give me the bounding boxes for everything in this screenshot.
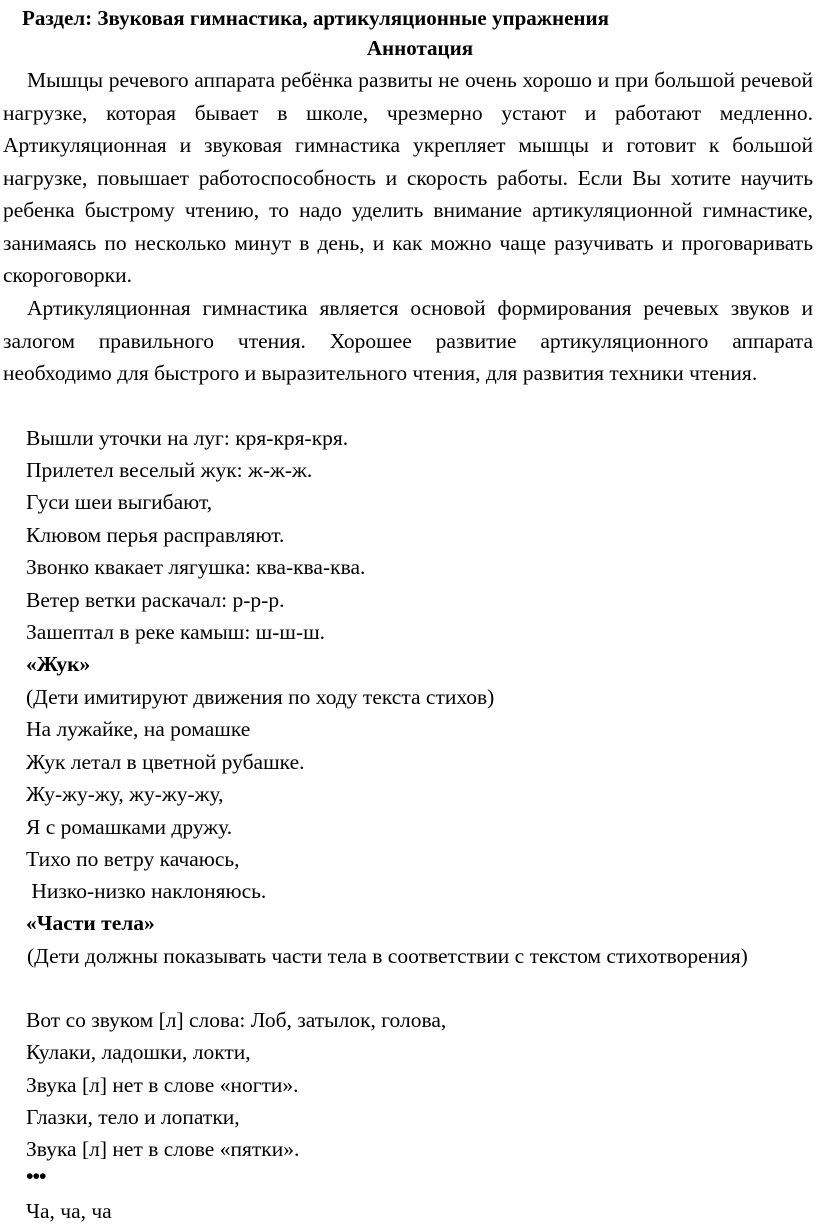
body-parts-line: Вот со звуком [л] слова: Лоб, затылок, голова, (26, 1008, 447, 1032)
body-parts-line: Глазки, тело и лопатки, (26, 1105, 240, 1129)
poem-line: Зашептал в реке камыш: ш-ш-ш. (26, 620, 326, 644)
body-parts-line: Звука [л] нет в слове «пятки». (26, 1137, 300, 1161)
poem-line: Звонко квакает лягушка: ква-ква-ква. (26, 555, 366, 579)
intro-paragraph-2: Артикуляционная гимнастика является основой формирования речевых звуков и залогом правильного чтения. Хорошее развитие артикуляционного аппарата необходимо для быстрого и выразительного чтения, для развития техники чтения. (3, 296, 813, 385)
zhuk-line: Жу-жу-жу, жу-жу-жу, (26, 782, 224, 806)
body-parts-title: «Части тела» (26, 911, 155, 935)
annotation-title: Аннотация (366, 36, 474, 60)
body-parts-line: Кулаки, ладошки, локти, (26, 1040, 251, 1064)
separator-bullets: ••• (26, 1164, 46, 1188)
zhuk-note: (Дети имитируют движения по ходу текста стихов) (26, 685, 495, 709)
zhuk-line: На лужайке, на ромашке (26, 717, 251, 741)
zhuk-line: Жук летал в цветной рубашке. (26, 750, 305, 774)
zhuk-line: Я с ромашками дружу. (26, 815, 233, 839)
last-line: Ча, ча, ча (26, 1199, 112, 1223)
zhuk-line: Тихо по ветру качаюсь, (26, 847, 240, 871)
intro-paragraph-1: Мышцы речевого аппарата ребёнка развиты не очень хорошо и при большой речевой нагрузке, которая бывает в школе, чрезмерно устают и работают медленно. Артикуляционная и звуковая гимнастика укрепляет мышцы и готовит к большой нагрузке, повышает работоспособность и скорость работы. Если Вы хотите научить ребенка быстрому чтению, то надо уделить внимание артикуляционной гимнастике, занимаясь по несколько минут в день, и как можно чаще разучивать и проговаривать скороговорки. (3, 68, 813, 287)
body-parts-note: (Дети должны показывать части тела в соответствии с текстом стихотворения) (27, 944, 748, 968)
poem-line: Гуси шеи выгибают, (26, 490, 213, 514)
section-heading: Раздел: Звуковая гимнастика, артикуляционные упражнения (22, 6, 609, 30)
poem-line: Вышли уточки на луг: кря-кря-кря. (26, 426, 349, 450)
zhuk-title: «Жук» (26, 652, 91, 676)
poem-line: Клювом перья расправляют. (26, 523, 285, 547)
poem-line: Ветер ветки раскачал: р-р-р. (26, 588, 285, 612)
zhuk-line: Низко-низко наклоняюсь. (26, 879, 267, 903)
body-parts-line: Звука [л] нет в слове «ногти». (26, 1073, 299, 1097)
poem-line: Прилетел веселый жук: ж-ж-ж. (26, 458, 313, 482)
